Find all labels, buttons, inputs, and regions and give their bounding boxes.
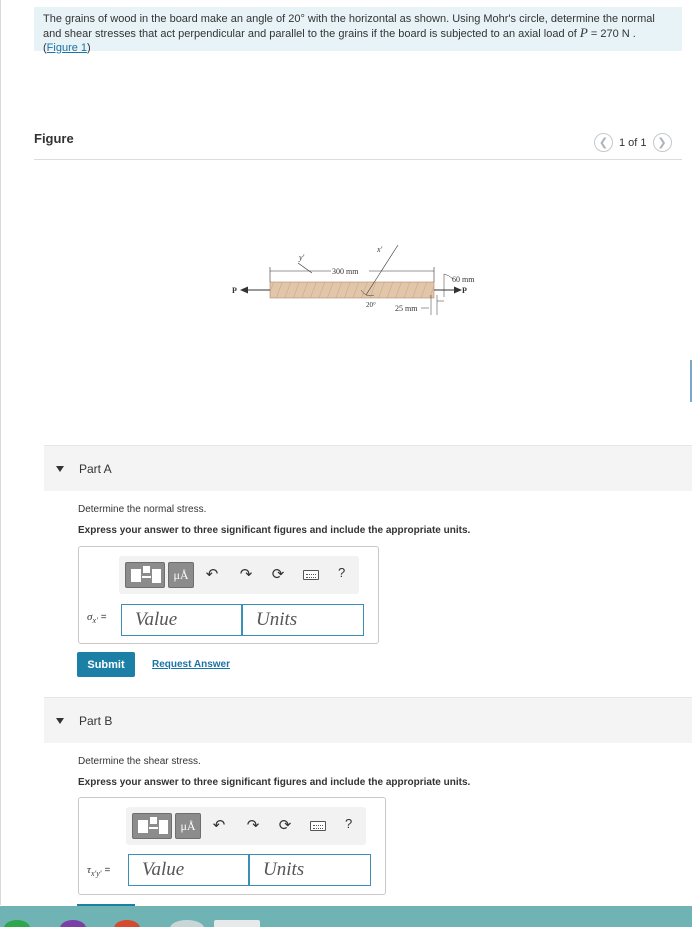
figure-divider (34, 159, 682, 160)
chevron-left-icon[interactable]: ❮ (594, 133, 613, 152)
load-value: = 270 N . ( (43, 28, 636, 54)
x-prime-label: x' (377, 245, 383, 254)
part-a-question: Determine the normal stress. (78, 504, 207, 515)
sigma-symbol: σ (87, 611, 93, 623)
units-icon[interactable]: μÅ (175, 813, 201, 839)
length-label: 300 mm (332, 267, 359, 276)
collapse-triangle-icon[interactable] (56, 718, 64, 724)
tau-label: $\tau_{x'y'}$ = (87, 864, 111, 879)
part-a-instruction: Express your answer to three significant figures and include the appropriate units. (78, 525, 471, 536)
angle-label: 20° (366, 301, 376, 309)
part-a-toolbar (119, 556, 359, 594)
width-label: 25 mm (395, 304, 418, 313)
taskbar-app-icon[interactable] (114, 920, 140, 927)
undo-icon[interactable]: ↶ (205, 566, 219, 583)
part-a-label: Part A (79, 461, 112, 476)
pager-label: 1 of 1 (619, 136, 647, 149)
problem-statement (34, 7, 682, 54)
part-a-units-input[interactable]: Units (242, 604, 364, 636)
help-icon[interactable]: ? (345, 816, 353, 831)
part-b-label: Part B (79, 713, 113, 728)
taskbar-app-icon[interactable] (170, 920, 204, 927)
help-icon[interactable]: ? (338, 565, 346, 580)
part-b-answer-box (78, 797, 386, 895)
wood-board (270, 282, 434, 298)
chevron-right-icon[interactable]: ❯ (653, 133, 672, 152)
taskbar-app-icon[interactable] (4, 920, 30, 927)
y-prime-label: y' (299, 253, 305, 262)
part-a-header[interactable] (44, 445, 692, 491)
load-arrow-right-head (454, 287, 462, 294)
taskbar-app-icon[interactable] (214, 920, 260, 927)
part-b-header[interactable] (44, 697, 692, 743)
load-label-right: P (462, 286, 467, 295)
keyboard-icon[interactable] (310, 821, 326, 831)
sigma-subscript: x' (92, 616, 98, 626)
part-b-question: Determine the shear stress. (78, 756, 201, 767)
tau-symbol: τ (87, 864, 91, 876)
redo-icon[interactable]: ↷ (246, 817, 260, 834)
sigma-label: $\sigma_{x'}$ = (87, 611, 107, 626)
request-answer-link[interactable]: Request Answer (152, 659, 230, 670)
load-arrow-left-head (240, 287, 248, 294)
left-border (0, 0, 1, 905)
figure-title: Figure (34, 131, 74, 146)
keyboard-icon[interactable] (303, 570, 319, 580)
part-b-toolbar (126, 807, 366, 845)
templates-icon[interactable] (125, 562, 165, 588)
board-diagram (228, 243, 498, 323)
submit-button[interactable]: Submit (77, 652, 135, 677)
problem-close-paren: ) (87, 42, 91, 54)
part-a-value-input[interactable]: Value (121, 604, 242, 636)
load-label-left: P (232, 286, 237, 295)
part-a-answer-box (78, 546, 379, 644)
collapse-triangle-icon[interactable] (56, 466, 64, 472)
units-icon[interactable]: μÅ (168, 562, 194, 588)
reset-icon[interactable]: ⟳ (271, 566, 285, 583)
redo-icon[interactable]: ↷ (239, 566, 253, 583)
templates-icon[interactable] (132, 813, 172, 839)
tau-subscript: x'y' (90, 869, 102, 879)
os-taskbar (0, 906, 692, 927)
problem-text: The grains of wood in the board make an angle of 20° with the horizontal as shown. Using Mohr's circle, determine the normal and shear stresses that act perpendicular and parallel to the grains if the board is subjected to an axial load of (43, 13, 655, 40)
load-symbol: P (579, 25, 588, 40)
undo-icon[interactable]: ↶ (212, 817, 226, 834)
height-label: 60 mm (452, 275, 475, 284)
taskbar-app-icon[interactable] (60, 920, 86, 927)
part-b-value-input[interactable]: Value (128, 854, 249, 886)
reset-icon[interactable]: ⟳ (278, 817, 292, 834)
part-b-instruction: Express your answer to three significant figures and include the appropriate units. (78, 777, 471, 788)
y-prime-axis (298, 263, 312, 273)
part-b-units-input[interactable]: Units (249, 854, 371, 886)
figure-pager (594, 133, 672, 152)
figure-link[interactable]: Figure 1 (46, 42, 88, 54)
